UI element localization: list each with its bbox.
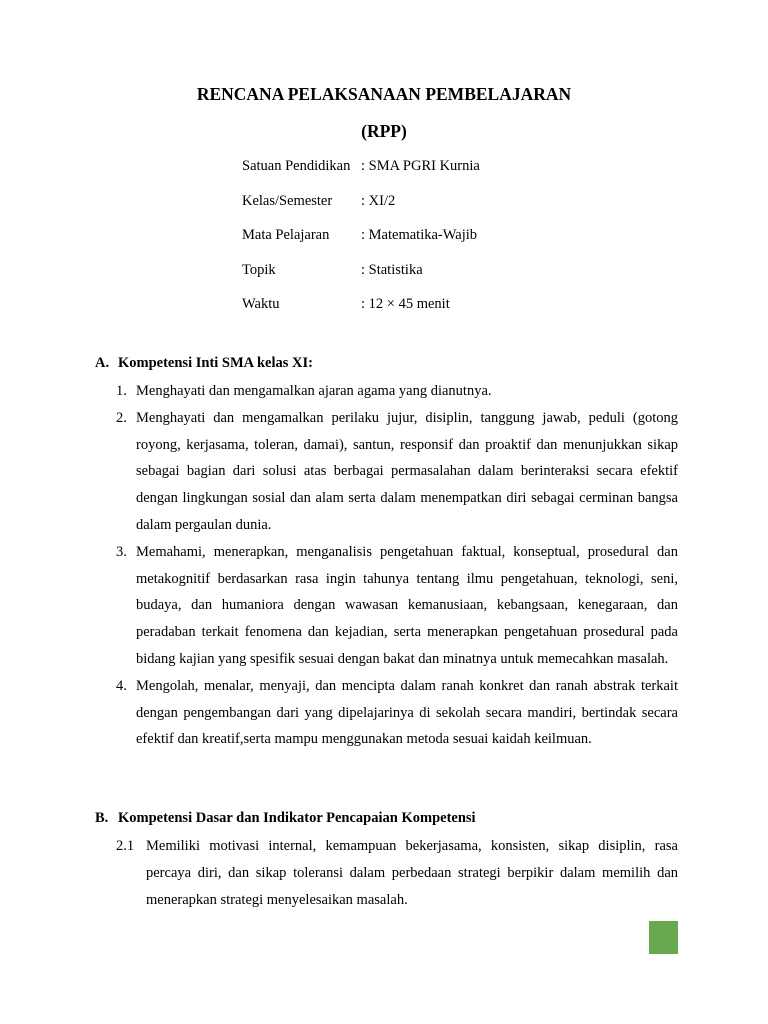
identity-row-time bbox=[242, 294, 682, 329]
list-number: 4. bbox=[116, 677, 127, 694]
identity-label: Satuan Pendidikan bbox=[242, 158, 351, 174]
section-title: Kompetensi Inti SMA kelas XI: bbox=[118, 355, 313, 371]
list-text: Memiliki motivasi internal, kemampuan bekerjasama, konsisten, sikap disiplin, rasa percaya diri, dan sikap toleransi dalam perbedaan strategi berpikir dalam memilih dan menerapkan strategi menyelesaikan masalah. bbox=[146, 838, 678, 908]
document-subtitle: (RPP) bbox=[361, 121, 407, 141]
list-number: 2. bbox=[116, 409, 127, 426]
identity-label: Topik bbox=[242, 261, 276, 278]
list-number: 3. bbox=[116, 543, 127, 560]
list-item bbox=[116, 378, 678, 405]
list-text: Mengolah, menalar, menyaji, dan mencipta dalam ranah konkret dan ranah abstrak terkait dengan pengembangan dari yang dipelajarinya di sekolah secara mandiri, bertindak secara efektif dan kreatif,serta mampu menggunakan metoda sesuai kaidah keilmuan. bbox=[136, 677, 678, 748]
identity-value: : XI/2 bbox=[361, 192, 396, 209]
identity-label: Kelas/Semester bbox=[242, 192, 333, 209]
identity-table bbox=[242, 156, 682, 329]
list-number: 1. bbox=[116, 383, 127, 399]
identity-row-topic bbox=[242, 260, 682, 295]
page-corner-square bbox=[649, 921, 678, 954]
list-number: 2.1 bbox=[116, 838, 135, 854]
list-text: Memahami, menerapkan, menganalisis pengetahuan faktual, konseptual, prosedural dan metakognitif berdasarkan rasa ingin tahunya tentang ilmu pengetahuan, teknologi, seni, budaya, dan humaniora dengan wawasan kemanusiaan, kebangsaan, kenegaraan, dan peradaban terkait fenomena dan kejadian, serta menerapkan pengetahuan prosedural pada bidang kajian yang spesifik sesuai dengan bakat dan minatnya untuk memecahkan masalah. bbox=[136, 543, 678, 667]
identity-value: : Statistika bbox=[361, 261, 423, 278]
identity-row-school bbox=[242, 156, 682, 191]
identity-value: : 12 × 45 menit bbox=[361, 296, 450, 312]
identity-value: : SMA PGRI Kurnia bbox=[361, 158, 480, 174]
list-text: Menghayati dan mengamalkan perilaku jujur, disiplin, tanggung jawab, peduli (gotong royong, kerjasama, toleran, damai), santun, responsif dan proaktif dan menunjukkan sikap sebagai bagian dari solusi atas berbagai permasalahan dalam berinteraksi secara efektif dengan lingkungan sosial dan alam serta dalam menempatkan diri sebagai cerminan bangsa dalam pergaulan dunia. bbox=[136, 409, 678, 533]
list-item bbox=[116, 833, 678, 913]
core-competency-list bbox=[116, 378, 678, 753]
list-item bbox=[116, 405, 678, 539]
list-item bbox=[116, 673, 678, 753]
section-letter: A. bbox=[95, 355, 110, 371]
section-title: Kompetensi Dasar dan Indikator Pencapaian Kompetensi bbox=[118, 810, 476, 826]
identity-value: : Matematika-Wajib bbox=[361, 227, 477, 243]
basic-competency-list bbox=[116, 833, 678, 913]
identity-row-class bbox=[242, 191, 682, 226]
identity-label: Waktu bbox=[242, 296, 280, 312]
section-b-heading bbox=[95, 810, 476, 827]
identity-label: Mata Pelajaran bbox=[242, 227, 330, 243]
section-letter: B. bbox=[95, 810, 109, 826]
list-item bbox=[116, 539, 678, 673]
list-text: Menghayati dan mengamalkan ajaran agama yang dianutnya. bbox=[136, 383, 492, 399]
document-title: RENCANA PELAKSANAAN PEMBELAJARAN bbox=[196, 84, 572, 104]
identity-row-subject bbox=[242, 225, 682, 260]
section-a-heading bbox=[95, 355, 313, 372]
